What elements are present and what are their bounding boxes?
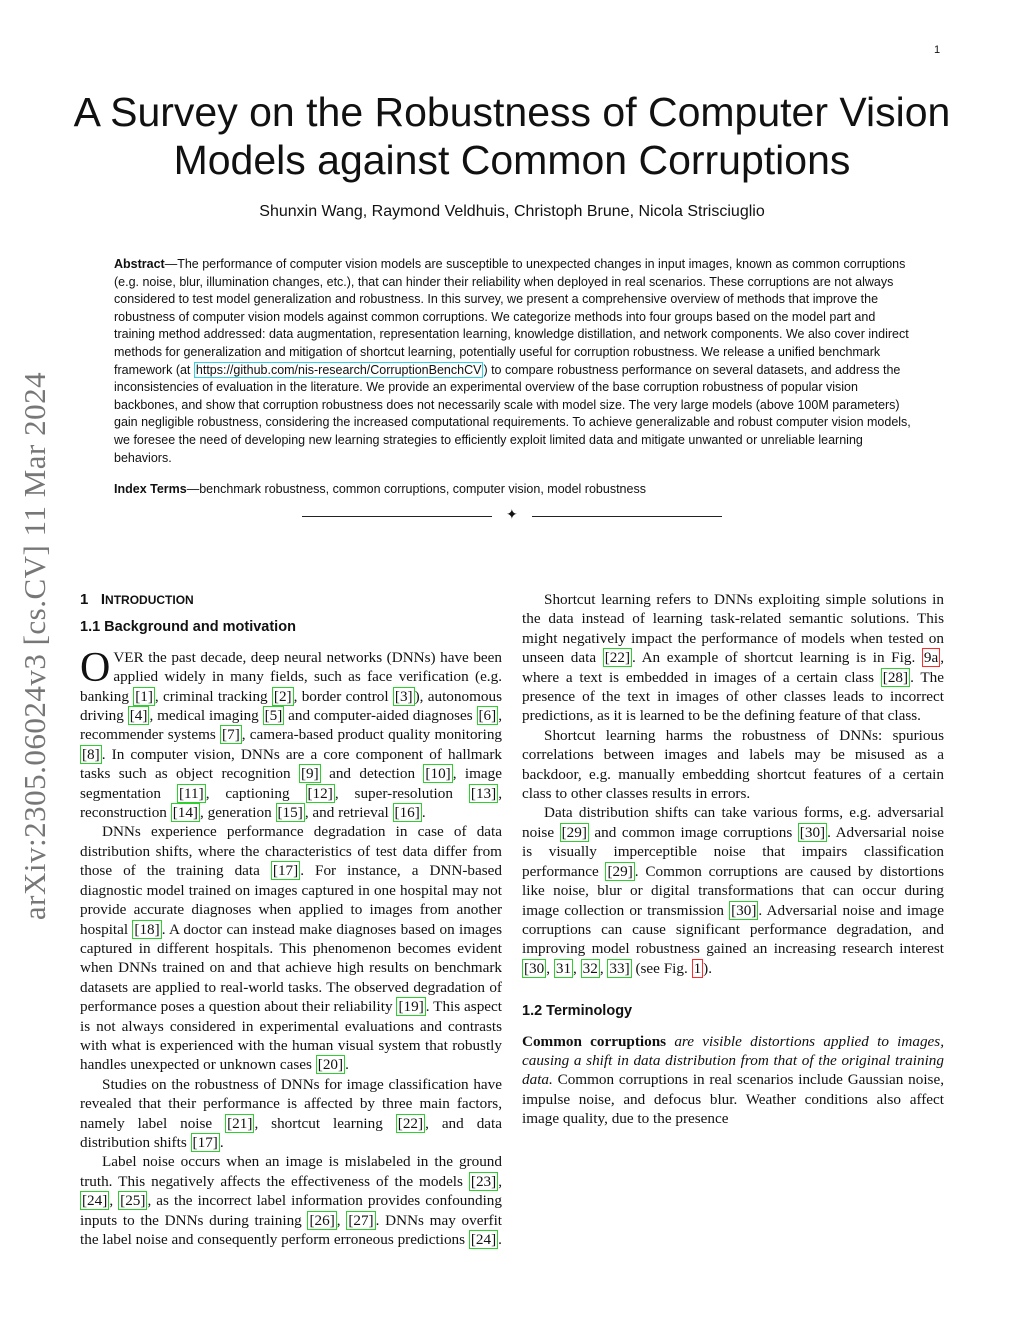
citation-link[interactable]: [30] [731, 901, 757, 919]
citation-link[interactable]: [19] [398, 998, 424, 1016]
section-heading-introduction: 1 INTRODUCTION [80, 591, 194, 608]
citation-link[interactable]: 33] [609, 959, 630, 977]
arxiv-identifier-stamp: arXiv:2305.06024v3 [cs.CV] 11 Mar 2024 [17, 371, 52, 921]
paragraph-shortcut-harm: Shortcut learning harms the robustness of DNNs: spurious correlations between images and labels may be misused as a backdoor, e.g. manually embedding shortcut features of a certain class to other classes results in errors. [522, 726, 944, 803]
citation-link[interactable]: [30] [799, 823, 826, 841]
citation-link[interactable]: [8] [82, 745, 100, 763]
paragraph-label-noise: Label noise occurs when an image is mislabeled in the ground truth. This negatively affects the effectiveness of the models [23] , [24] , [25] , as the incorrect label information provides confounding inputs to the DNNs during training [26] , [27] . DNNs may overfit the label noise and consequently perform erroneous predictions [24] . [80, 1153, 503, 1248]
citation-link[interactable]: [25] [120, 1192, 146, 1210]
citation-link[interactable]: 32 [582, 959, 598, 977]
citation-link[interactable]: [9] [301, 765, 319, 783]
right-column [522, 590, 944, 1129]
index-terms [114, 482, 913, 496]
paragraph-distribution-shift: DNNs experience performance degradation in case of data distribution shifts, where the characteristics of test data differ from those of the training data [17] . For instance, a DNN-based diagnostic model trained on images captured in one hospital may not provide accurate diagnoses when applied to images from another hospital [18] . A doctor can instead make diagnoses based on images captured in different hospitals. This phenomenon becomes evident when DNNs trained on and that achieve high results on benchmark datasets are applied to real-world tasks. The observed degradation of performance poses a question about their reliability [19] . This aspect is not always considered in experimental evaluations and contrasts with what is experienced with the human visual system that robustly handles unexpected or unknown cases [20] . [80, 823, 503, 1074]
drop-cap: O [80, 644, 111, 691]
citation-link[interactable]: [22] [604, 649, 631, 667]
separator-line-right [532, 516, 722, 517]
subsection-heading-terminology: 1.2 Terminology [522, 1003, 633, 1020]
citation-link[interactable]: [20] [317, 1056, 344, 1074]
citation-link[interactable]: [28] [882, 668, 909, 686]
citation-link[interactable]: [15] [277, 804, 303, 822]
paragraph-shortcut-learning: Shortcut learning refers to DNNs exploiting simple solutions in the data instead of learning task-related semantic solutions. This might negatively impact the performance of models when tested on unseen data [22] . An example of shortcut learning is in Fig. 9a , where a text is embedded in images of a certain class [28] . The presence of the text in images of other classes leads to incorrect predictions, as it is learned to be the defining feature of that class. [522, 591, 945, 725]
citation-link[interactable]: [18] [134, 920, 160, 938]
separator-line-left [302, 516, 492, 517]
citation-link[interactable]: [10] [425, 765, 451, 783]
citation-link[interactable]: [21] [227, 1114, 253, 1132]
citation-link[interactable]: [7] [222, 726, 240, 744]
paragraph-terminology: Common corruptions are visible distortions applied to images, causing a shift in data distribution from that of the original training data. Common corruptions in real scenarios include Gaussian noise, impulse noise, and defocus blur. Weather conditions also affect image quality, due to the presence [522, 1032, 944, 1128]
benchmark-url-link[interactable]: https://github.com/nis-research/CorruptionBenchCV [195, 362, 482, 377]
citation-link[interactable]: [22] [397, 1114, 424, 1132]
citation-link[interactable]: [27] [348, 1211, 374, 1229]
citation-link[interactable]: [24] [82, 1192, 108, 1210]
citation-link[interactable]: [23] [470, 1172, 497, 1190]
citation-link[interactable]: [3] [394, 687, 413, 705]
paper-title: A Survey on the Robustness of Computer Vision Models against Common Corruptions [73, 89, 951, 183]
citation-link[interactable]: [17] [272, 862, 299, 880]
author-list: Shunxin Wang, Raymond Veldhuis, Christoph Brune, Nicola Strisciuglio [259, 203, 765, 220]
abstract-label: Abstract [114, 257, 165, 271]
citation-link[interactable]: [13] [470, 784, 497, 802]
citation-link[interactable]: [26] [309, 1211, 335, 1229]
abstract-text-cont: ) to compare robustness performance on several datasets, and address the inconsistencies of evaluation in the literature. We provide an experimental overview of the base corruption robustness of popular vision backbones, and show that corruption robustness does not necessarily scale with model size. The very large models (above 100M parameters) gain negligible robustness, considering the increased computational requirements. To achieve generalizable and robust computer vision models, we foresee the need of developing new learning strategies to efficiently exploit limited data and mitigate unwanted or unreliable learning behaviors. [114, 362, 911, 465]
page-number: 1 [934, 44, 941, 56]
citation-link[interactable]: [11] [178, 784, 204, 802]
separator-diamond-icon: ✦ [506, 508, 518, 523]
section-separator [302, 507, 722, 525]
paragraph-distribution-forms: Data distribution shifts can take various forms, e.g. adversarial noise [29] and common image corruptions [30] . Adversarial noise is visually imperceptible noise that impairs classification performance [29] . Common corruptions are caused by distortions like noise, blur or digital transformations that can occur during image collection or transmission [30] . Adversarial noise and image corruptions can cause significant performance degradation, and improving model robustness gained an increasing research interest [30 , 31 , 32 , 33] (see Fig. 1 ). [522, 804, 944, 977]
left-column [80, 590, 502, 1249]
abstract [114, 256, 913, 467]
citation-link[interactable]: [12] [307, 784, 333, 802]
paragraph-intro: OVER the past decade, deep neural networks (DNNs) have been applied widely in many fields, such as face verification (e.g. banking [1] , criminal tracking [2] , border control [3] ), autonomous driving [4] , medical imaging [5] and computer-aided diagnoses [6] , recommender systems [7] , camera-based product quality monitoring [8] . In computer vision, DNNs are a core component of hallmark tasks such as object recognition [9] and detection [10] , image segmentation [11] , captioning [12] , super-resolution [13] , reconstruction [14] , generation [15] , and retrieval [16] . [80, 644, 503, 822]
citation-link[interactable]: [6] [478, 707, 497, 725]
citation-link[interactable]: [17] [192, 1133, 218, 1151]
citation-link[interactable]: 31 [555, 959, 572, 977]
citation-link[interactable]: [4] [129, 707, 148, 725]
citation-link[interactable]: [29] [607, 862, 633, 880]
index-terms-text: —benchmark robustness, common corruptions, computer vision, model robustness [186, 482, 646, 496]
paragraph-robustness-studies: Studies on the robustness of DNNs for image classification have revealed that their performance is affected by three main factors, namely label noise [21] , shortcut learning [22] , and data distribution shifts [17] . [80, 1075, 502, 1151]
citation-link[interactable]: [5] [264, 707, 283, 725]
citation-link[interactable]: [1] [135, 687, 153, 705]
citation-link[interactable]: [29] [561, 823, 587, 841]
figure-link[interactable]: 1 [693, 959, 702, 977]
subsection-heading-background: 1.1 Background and motivation [80, 619, 296, 636]
abstract-text: —The performance of computer vision models are susceptible to unexpected changes in input images, known as common corruptions (e.g. noise, blur, illumination changes, etc.), that can hinder their reliability when deployed in real scenarios. These corruptions are not always considered to test model generalization and robustness. In this survey, we present a comprehensive overview of methods that improve the robustness of computer vision models against common corruptions. We categorize methods into four groups based on the model part and training method addressed: data augmentation, representation learning, knowledge distillation, and network components. We also cover indirect methods for generalization and mitigation of shortcut learning, potentially useful for corruption robustness. We release a unified benchmark framework (at [114, 257, 909, 377]
figure-link[interactable]: 9a [923, 649, 939, 667]
citation-link[interactable]: [30 [524, 959, 545, 977]
citation-link[interactable]: [24] [470, 1231, 497, 1248]
index-terms-label: Index Terms [114, 482, 187, 496]
citation-link[interactable]: [2] [273, 687, 292, 705]
citation-link[interactable]: [14] [172, 804, 198, 822]
citation-link[interactable]: [16] [394, 804, 420, 822]
